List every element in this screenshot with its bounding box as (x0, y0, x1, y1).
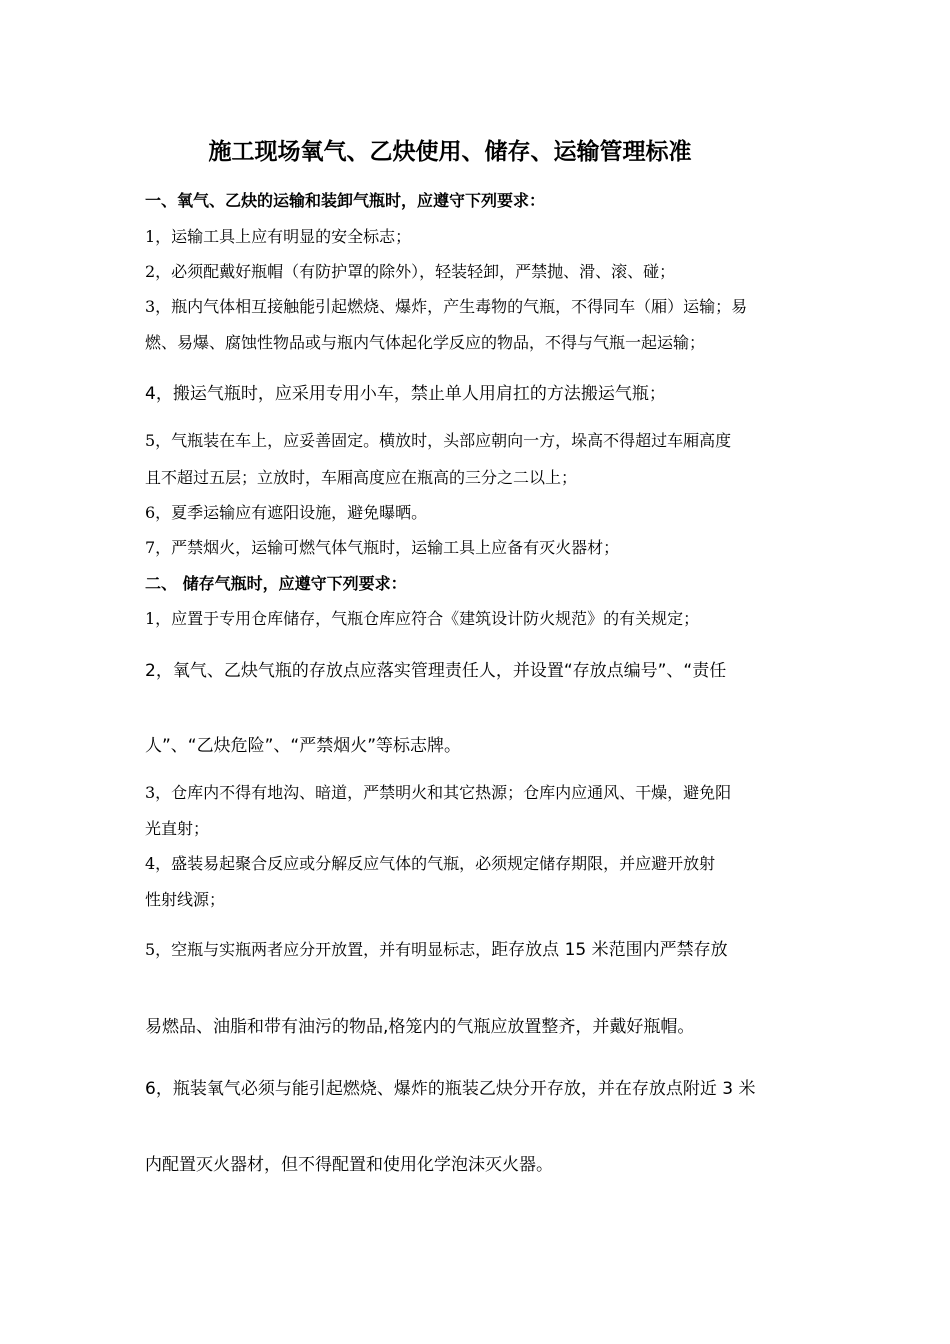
section1-line: 1，运输工具上应有明显的安全标志； (145, 227, 412, 246)
section1-line: 4，搬运气瓶时，应采用专用小车，禁止单人用肩扛的方法搬运气瓶； (145, 384, 666, 404)
section2-line: 光直射； (145, 819, 210, 838)
section1-line: 2，必须配戴好瓶帽（有防护罩的除外），轻装轻卸，严禁抛、滑、滚、碰； (145, 262, 676, 281)
section2-line: 2，氧气、乙炔气瓶的存放点应落实管理责任人，并设置“存放点编号”、“责任 (145, 661, 727, 681)
section1-line: 7，严禁烟火，运输可燃气体气瓶时，运输工具上应备有灭火器材； (145, 538, 620, 557)
section2-line: 4，盛装易起聚合反应或分解反应气体的气瓶，必须规定储存期限，并应避开放射 (145, 854, 716, 873)
section2-line-part: 距存放点 15 米范围内严禁存放 (491, 940, 728, 960)
section2-line-part: 5，空瓶与实瓶两者应分开放置，并有明显标志， (145, 940, 492, 959)
section2-heading: 二、 储存气瓶时，应遵守下列要求： (145, 574, 407, 593)
document-title: 施工现场氧气、乙炔使用、储存、运输管理标准 (208, 138, 692, 165)
section2-line: 内配置灭火器材，但不得配置和使用化学泡沫灭火器。 (145, 1155, 553, 1175)
section2-line: 易燃品、油脂和带有油污的物品,格笼内的气瓶应放置整齐，并戴好瓶帽。 (145, 1017, 695, 1037)
section2-line: 人”、“乙炔危险”、“严禁烟火”等标志牌。 (145, 736, 462, 756)
section2-line: 3，仓库内不得有地沟、暗道，严禁明火和其它热源；仓库内应通风、干燥，避免阳 (145, 783, 732, 802)
section2-line: 6，瓶装氧气必须与能引起燃烧、爆炸的瓶装乙炔分开存放，并在存放点附近 3 米 (145, 1079, 756, 1099)
section2-line: 1，应置于专用仓库储存，气瓶仓库应符合《建筑设计防火规范》的有关规定； (145, 609, 700, 628)
section1-line: 3，瓶内气体相互接触能引起燃烧、爆炸，产生毒物的气瓶，不得同车（厢）运输；易 (145, 297, 748, 316)
section2-line: 性射线源； (145, 890, 226, 909)
section1-line: 且不超过五层；立放时，车厢高度应在瓶高的三分之二以上； (145, 468, 578, 487)
section2-line (145, 935, 728, 960)
section1-line: 5，气瓶装在车上，应妥善固定。横放时，头部应朝向一方，垛高不得超过车厢高度 (145, 431, 732, 450)
section1-line: 燃、易爆、腐蚀性物品或与瓶内气体起化学反应的物品，不得与气瓶一起运输； (145, 333, 706, 352)
section1-line: 6，夏季运输应有遮阳设施，避免曝晒。 (145, 503, 428, 522)
section1-heading: 一、氧气、乙炔的运输和装卸气瓶时，应遵守下列要求： (145, 191, 546, 210)
